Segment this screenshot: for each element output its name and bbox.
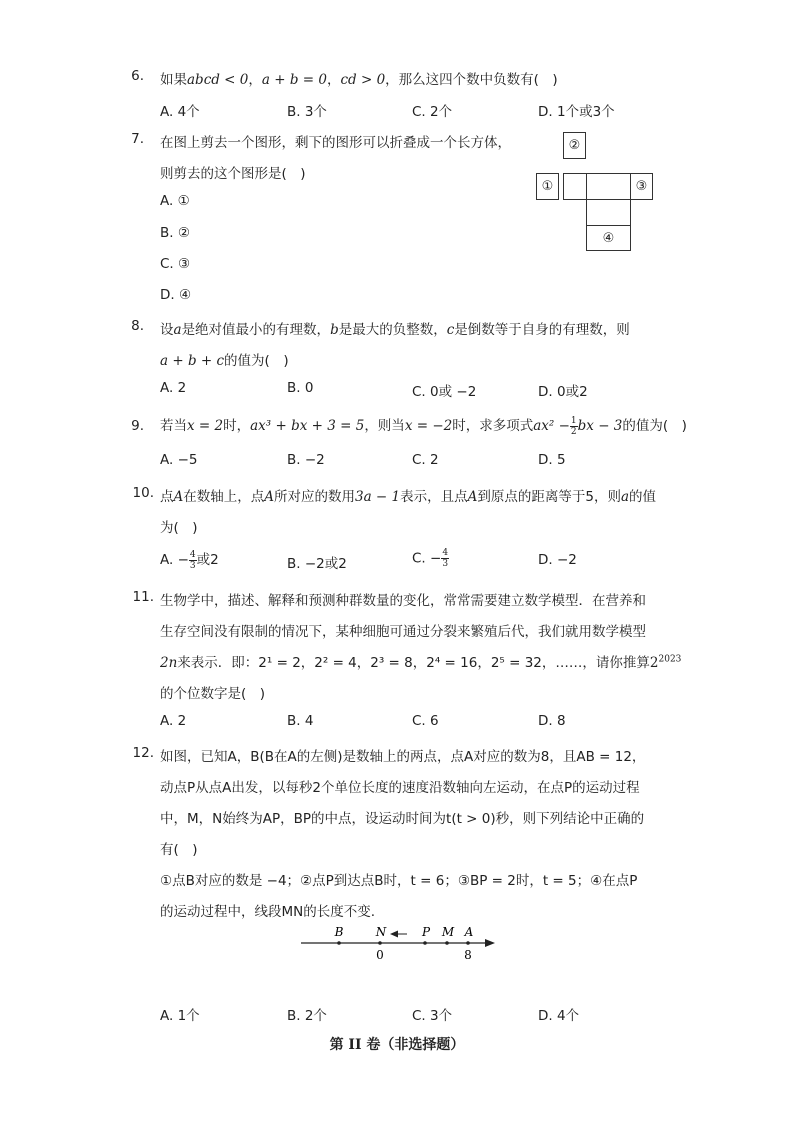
option-a xyxy=(160,548,219,571)
net-cell-3: ③ xyxy=(630,173,653,200)
question-stem: ①点B对应的数是 −4；②点P到达点B时，t = 6；③BP = 2时，t = 5；④在点P xyxy=(160,873,638,889)
option-b: B. 4 xyxy=(287,713,314,729)
point-p-dot xyxy=(423,941,427,945)
numerator: 4 xyxy=(189,549,196,560)
stem-text: ，那么这四个数中负数有( ) xyxy=(385,72,558,88)
stem-text: 到原点的距离等于5，则 xyxy=(477,489,621,505)
net-cell xyxy=(563,173,587,200)
stem-text: 是最大的负整数， xyxy=(338,322,447,338)
question-number: 6. xyxy=(131,68,144,84)
math-var: a xyxy=(620,489,630,505)
question-stem xyxy=(160,318,630,338)
option-c: C. ③ xyxy=(160,256,191,272)
option-d: D. 8 xyxy=(538,713,566,729)
question-stem: 则剪去的这个图形是( ) xyxy=(160,166,306,182)
option-text: 或2 xyxy=(196,552,219,568)
section-heading: 第 II 卷（非选择题） xyxy=(329,1037,465,1053)
denominator: 3 xyxy=(442,559,449,569)
option-c: C. 2个 xyxy=(412,104,453,120)
numerator: 1 xyxy=(570,415,577,426)
fraction xyxy=(189,550,197,571)
stem-text: 的值为( ) xyxy=(622,418,687,434)
math-expr: x = −2 xyxy=(404,418,453,434)
stem-text: 所对应的数用 xyxy=(274,489,355,505)
question-number: 10. xyxy=(132,485,154,501)
question-stem: 的个位数字是( ) xyxy=(160,686,266,702)
option-b: B. 2个 xyxy=(287,1008,327,1024)
option-text: A. − xyxy=(160,552,189,568)
stem-text: 设 xyxy=(160,322,174,338)
question-number: 11. xyxy=(132,589,154,605)
math-expr: ax² − xyxy=(533,418,570,434)
question-stem: 生存空间没有限制的情况下，某种细胞可通过分裂来繁殖后代，我们就用数学模型 xyxy=(160,624,646,640)
question-number: 9. xyxy=(131,418,144,434)
question-number: 12. xyxy=(132,745,154,761)
question-number: 8. xyxy=(131,318,144,334)
math-expr: cd > 0 xyxy=(340,72,386,88)
option-b: B. ② xyxy=(160,225,190,241)
question-stem: 有( ) xyxy=(160,842,198,858)
option-b: B. −2或2 xyxy=(287,556,347,572)
stem-text: ，则当 xyxy=(364,418,405,434)
question-stem: 为( ) xyxy=(160,520,198,536)
option-d: D. −2 xyxy=(538,552,577,568)
question-stem xyxy=(160,651,681,671)
option-a: A. 2 xyxy=(160,713,187,729)
stem-text: 的值 xyxy=(629,489,657,505)
stem-text: ， xyxy=(248,72,262,88)
stem-text: ， xyxy=(326,72,341,88)
option-c: C. 6 xyxy=(412,713,439,729)
fraction xyxy=(441,548,449,569)
fraction xyxy=(570,416,578,437)
math-expr: a + b = 0 xyxy=(261,72,327,88)
numerator: 4 xyxy=(442,548,449,558)
power-exponent: 2023 xyxy=(658,654,682,665)
option-d: D. 1个或3个 xyxy=(538,104,615,120)
stem-text: 表示，且点 xyxy=(400,489,468,505)
point-n-label: N xyxy=(375,925,387,939)
math-expr: 3a − 1 xyxy=(355,489,401,505)
axis-arrow-icon xyxy=(485,939,495,947)
point-m-label: M xyxy=(441,925,455,939)
stem-text: 时， xyxy=(223,418,251,434)
math-var: a xyxy=(173,322,182,338)
option-b: B. 3个 xyxy=(287,104,327,120)
option-b: B. −2 xyxy=(287,452,325,468)
point-a-dot xyxy=(466,941,470,945)
point-p-label: P xyxy=(421,925,431,939)
power-base: 2 xyxy=(649,655,659,671)
stem-text: 如果 xyxy=(160,72,187,88)
stem-text: 的值为( ) xyxy=(224,353,289,369)
question-number: 7. xyxy=(131,131,144,147)
stem-text: 来表示．即：2¹ = 2，2² = 4，2³ = 8，2⁴ = 16，2⁵ = 32，……，请你推算 xyxy=(177,655,650,671)
math-expr: bx − 3 xyxy=(577,418,623,434)
point-a-label: A xyxy=(464,925,474,939)
option-c: C. 0或 −2 xyxy=(412,384,477,400)
stem-text: 在数轴上，点 xyxy=(183,489,265,505)
option-c: C. 2 xyxy=(412,452,439,468)
denominator: 3 xyxy=(189,560,196,571)
option-d: D. 0或2 xyxy=(538,384,588,400)
question-stem: 的运动过程中，线段MN的长度不变. xyxy=(160,904,376,920)
number-line-figure xyxy=(295,922,505,968)
math-var: c xyxy=(446,322,455,338)
math-expr: a + b + c xyxy=(160,353,225,369)
option-d: D. 4个 xyxy=(538,1008,580,1024)
net-cell-4: ④ xyxy=(586,225,631,251)
net-cell xyxy=(586,199,631,226)
stem-text: 若当 xyxy=(160,418,187,434)
point-m-dot xyxy=(445,941,449,945)
math-var: A xyxy=(173,489,184,505)
option-b: B. 0 xyxy=(287,380,314,396)
option-a: A. ① xyxy=(160,193,190,209)
net-cell-1: ① xyxy=(536,173,559,200)
option-a: A. 4个 xyxy=(160,104,200,120)
option-c xyxy=(412,548,449,569)
question-stem: 中，M，N始终为AP，BP的中点，设运动时间为t(t > 0)秒，则下列结论中正确的 xyxy=(160,811,645,827)
math-expr: abcd < 0 xyxy=(187,72,249,88)
question-stem xyxy=(160,349,289,369)
math-expr: x = 2 xyxy=(187,418,224,434)
stem-text: 点 xyxy=(160,489,174,505)
question-stem: 生物学中，描述、解释和预测种群数量的变化，常常需要建立数学模型．在营养和 xyxy=(160,593,646,609)
net-cell-2: ② xyxy=(563,132,586,159)
stem-text: 是绝对值最小的有理数， xyxy=(181,322,331,338)
motion-arrow-icon xyxy=(390,931,398,938)
question-stem: 如图，已知A，B(B在A的左侧)是数轴上的两点，点A对应的数为8，且AB = 12， xyxy=(160,749,646,765)
option-a: A. 2 xyxy=(160,380,187,396)
option-c: C. 3个 xyxy=(412,1008,453,1024)
question-stem xyxy=(160,68,558,88)
option-a: A. 1个 xyxy=(160,1008,200,1024)
question-stem: 动点P从点A出发，以每秒2个单位长度的速度沿数轴向左运动，在点P的运动过程 xyxy=(160,780,640,796)
question-stem xyxy=(160,414,687,437)
option-d: D. ④ xyxy=(160,287,192,303)
math-var: A xyxy=(264,489,274,505)
stem-text: 是倒数等于自身的有理数，则 xyxy=(454,322,630,338)
tick-label-8: 8 xyxy=(464,948,472,962)
math-expr: 2n xyxy=(160,655,178,671)
math-var: A xyxy=(467,489,478,505)
math-var: b xyxy=(330,322,339,338)
point-b-label: B xyxy=(334,925,344,939)
denominator: 2 xyxy=(570,426,577,437)
question-stem xyxy=(160,485,656,505)
point-n-dot xyxy=(378,941,382,945)
option-a: A. −5 xyxy=(160,452,198,468)
option-text: C. − xyxy=(412,550,442,567)
option-d: D. 5 xyxy=(538,452,566,468)
math-expr: ax³ + bx + 3 = 5 xyxy=(250,418,365,434)
point-b-dot xyxy=(337,941,341,945)
stem-text: 时，求多项式 xyxy=(452,418,534,434)
net-cell xyxy=(586,173,631,200)
question-stem: 在图上剪去一个图形，剩下的图形可以折叠成一个长方体， xyxy=(160,135,511,151)
tick-label-0: 0 xyxy=(376,948,384,962)
